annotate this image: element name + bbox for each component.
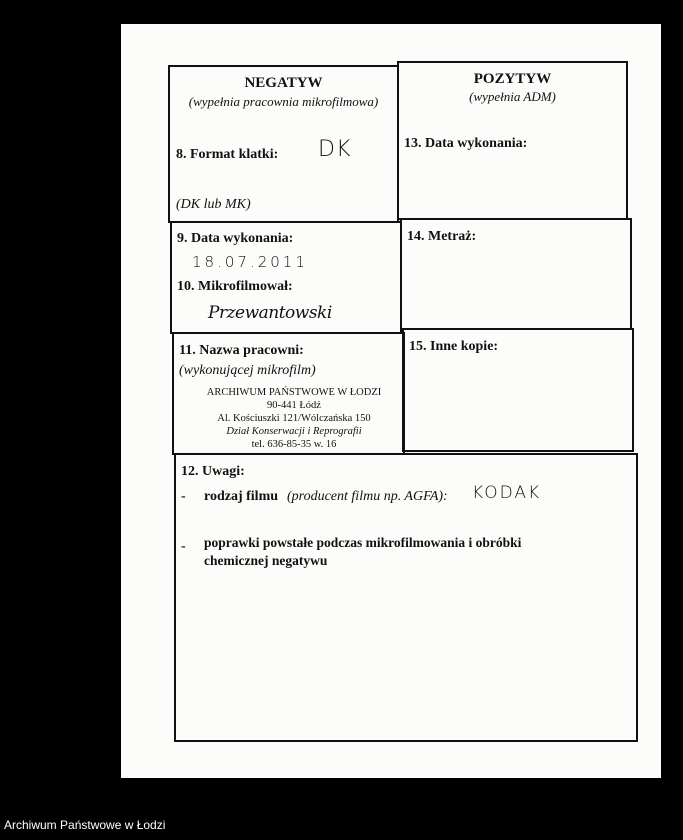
stamp-line-5: tel. 636-85-35 w. 16 — [251, 439, 337, 450]
uwagi-label: 12. Uwagi: — [181, 464, 245, 479]
lab-label: 11. Nazwa pracowni: — [179, 343, 304, 358]
archive-stamp — [184, 386, 404, 451]
uwagi-bullet-2: - — [181, 539, 186, 554]
copies-label: 15. Inne kopie: — [409, 339, 499, 354]
pozytyw-date-label: 13. Data wykonania: — [404, 136, 528, 151]
lab-hint: (wykonującej mikrofilm) — [179, 363, 316, 378]
filmed-label: 10. Mikrofilmował: — [177, 279, 293, 294]
negatyw-header-cell — [168, 65, 399, 223]
stamp-line-1: ARCHIWUM PAŃSTWOWE W ŁODZI — [206, 387, 382, 398]
corrections-line-1: poprawki powstałe podczas mikrofilmowania i obróbki — [204, 535, 522, 550]
archive-footer: Archiwum Państwowe w Łodzi — [4, 818, 166, 832]
metraz-cell — [400, 218, 632, 330]
format-hint: (DK lub MK) — [176, 197, 251, 212]
film-type-hint: (producent filmu np. AGFA): — [287, 489, 448, 504]
filmed-signature: Przewantowski — [208, 303, 332, 323]
corrections-line-2: chemicznej negatywu — [204, 553, 328, 568]
uwagi-cell — [174, 453, 638, 742]
pozytyw-subtitle: (wypełnia ADM) — [469, 89, 556, 104]
stamp-line-3: Al. Kościuszki 121/Wólczańska 150 — [217, 413, 371, 424]
date-label: 9. Data wykonania: — [177, 231, 294, 246]
date-value: 18.07.2011 — [192, 253, 308, 271]
pozytyw-header-cell — [397, 61, 628, 220]
format-value: DK — [318, 137, 352, 162]
stamp-line-2: 90-441 Łódź — [267, 400, 321, 411]
metraz-label: 14. Metraż: — [407, 229, 477, 244]
negatyw-title: NEGATYW — [244, 75, 323, 91]
copies-cell — [402, 328, 634, 452]
stamp-line-4: Dział Konserwacji i Reprografii — [226, 426, 362, 437]
form-sheet — [121, 24, 661, 778]
date-filmed-cell — [170, 221, 402, 334]
film-type-label: rodzaj filmu — [204, 489, 279, 504]
film-type-value: KODAK — [472, 483, 542, 503]
uwagi-bullet-1: - — [181, 489, 186, 504]
negatyw-subtitle: (wypełnia pracownia mikrofilmowa) — [188, 94, 379, 109]
format-label: 8. Format klatki: — [176, 147, 279, 162]
pozytyw-title: POZYTYW — [473, 71, 552, 87]
lab-cell — [172, 332, 405, 455]
